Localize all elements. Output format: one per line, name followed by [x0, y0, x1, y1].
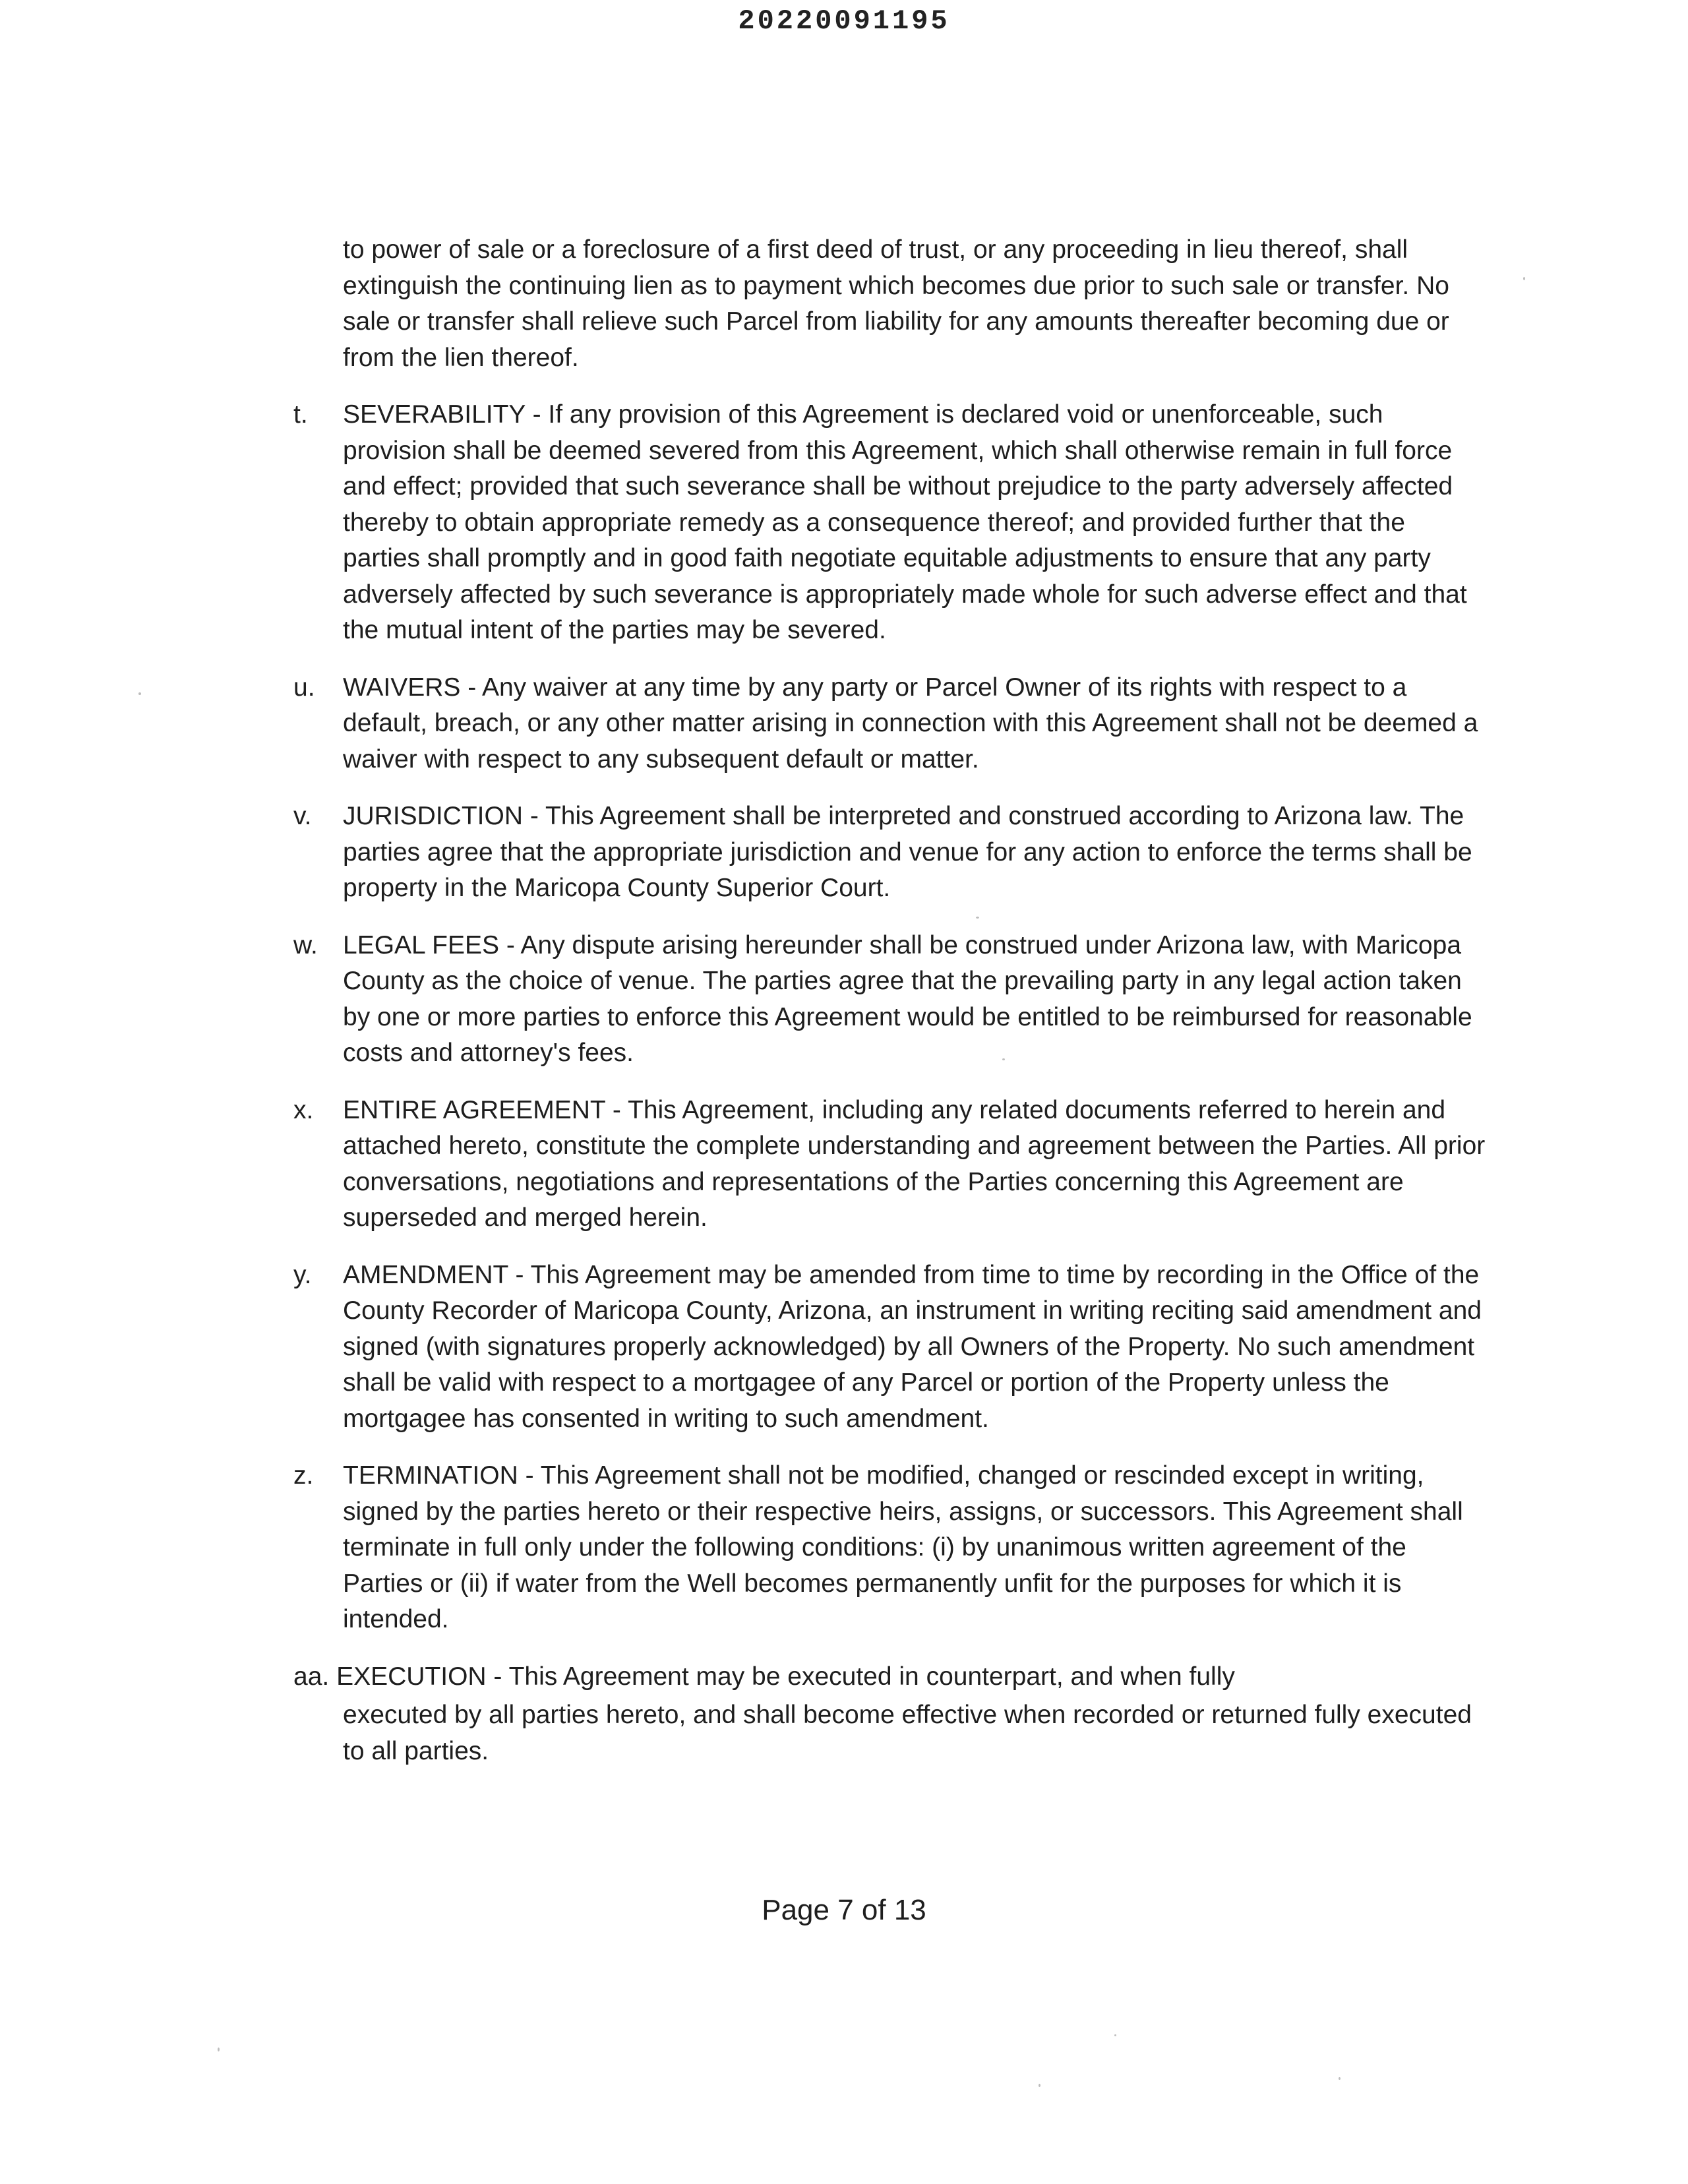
section-body: Any dispute arising hereunder shall be construed under Arizona law, with Maricopa County as the choice of venue. The parties agree that the prevailing party in any legal action taken by one or more parties to enforce this Agreement would be entitled to be reimbursed for reasonable costs and attorney's fees. — [343, 930, 1472, 1067]
section-text-block — [343, 1458, 1487, 1638]
section-heading: SEVERABILITY — [343, 400, 526, 429]
section-separator: - — [499, 930, 521, 959]
section-body: This Agreement may be amended from time to time by recording in the Office of the County Recorder of Maricopa County, Arizona, an instrument in writing reciting said amendment and signed (with signatures properly acknowledged) by all Owners of the Property. No such amendment shall be valid with respect to a mortgagee of any Parcel or portion of the Property unless the mortgagee has consented in writing to such amendment. — [343, 1260, 1482, 1433]
section-separator: - — [460, 673, 482, 702]
section-text-block — [343, 397, 1487, 649]
scan-speck — [138, 692, 141, 695]
section-body: This Agreement shall not be modified, changed or rescinded except in writing, signed by the parties hereto or their respective heirs, assigns, or successors. This Agreement shall terminate in full only under the following conditions: (i) by unanimous written agreement of the Parties or (ii) if water from the Well becomes permanently unfit for the purposes for which it is intended. — [343, 1461, 1463, 1633]
section-body: Any waiver at any time by any party or Parcel Owner of its rights with respect to a default, breach, or any other matter arising in connection with this Agreement shall not be deemed a waiver with respect to any subsequent default or matter. — [343, 673, 1478, 774]
scan-speck — [1523, 277, 1525, 280]
section-severability — [293, 397, 1487, 649]
section-legal-fees — [293, 928, 1487, 1072]
section-label: v. — [293, 802, 312, 830]
section-execution-continuation: executed by all parties hereto, and shall become effective when recorded or returned fully executed to all parties. — [343, 1701, 1472, 1765]
section-body: This Agreement shall be interpreted and construed according to Arizona law. The parties agree that the appropriate jurisdiction and venue for any action to enforce the terms shall be property in the Maricopa County Superior Court. — [343, 802, 1472, 902]
section-heading: LEGAL FEES — [343, 930, 499, 959]
section-separator: - — [523, 802, 545, 830]
section-heading: JURISDICTION — [343, 802, 523, 830]
scan-speck — [1114, 2034, 1116, 2036]
section-label: y. — [293, 1260, 312, 1289]
section-waivers — [293, 670, 1487, 778]
section-text-block — [343, 799, 1487, 907]
section-label: w. — [293, 930, 318, 959]
section-body: This Agreement, including any related documents referred to herein and attached hereto, constitute the complete understanding and agreement between the Parties. All prior conversations, negotiations and representations of the Parties concerning this Agreement are superseded and merged herein. — [343, 1095, 1486, 1232]
section-heading: TERMINATION — [343, 1461, 518, 1490]
section-termination — [293, 1458, 1487, 1638]
document-body — [293, 232, 1487, 1769]
intro-paragraph: to power of sale or a foreclosure of a first deed of trust, or any proceeding in lieu thereof, shall extinguish the continuing lien as to payment which becomes due prior to such sale or transfer. No sale or transfer shall relieve such Parcel from liability for any amounts thereafter becoming due or from the lien thereof. — [343, 235, 1449, 372]
section-label: u. — [293, 673, 315, 702]
scan-speck — [218, 2048, 220, 2051]
section-body: If any provision of this Agreement is declared void or unenforceable, such provision shall be deemed severed from this Agreement, which shall otherwise remain in full force and effect; provided that such severance shall be without prejudice to the party adversely affected thereby to obtain appropriate remedy as a consequence thereof; and provided further that the parties shall promptly and in good faith negotiate equitable adjustments to ensure that any party adversely affected by such severance is appropriately made whole for such adverse effect and that the mutual intent of the parties may be severed. — [343, 400, 1467, 644]
section-text-block — [343, 928, 1487, 1072]
section-text-block — [343, 670, 1487, 778]
recording-number: 20220091195 — [738, 5, 950, 37]
section-amendment — [293, 1258, 1487, 1438]
scan-speck — [1339, 2077, 1341, 2080]
section-label: z. — [293, 1461, 314, 1490]
section-separator: - — [518, 1461, 541, 1490]
section-heading: WAIVERS — [343, 673, 461, 702]
section-heading: EXECUTION — [336, 1662, 487, 1691]
section-label: t. — [293, 400, 308, 429]
scan-speck — [1002, 1058, 1005, 1060]
section-separator: - — [605, 1095, 628, 1124]
section-execution-first-line — [293, 1659, 1487, 1695]
section-text-block — [343, 1258, 1487, 1438]
section-separator: - — [508, 1260, 531, 1289]
section-entire-agreement — [293, 1093, 1487, 1236]
section-label: x. — [293, 1095, 314, 1124]
section-heading: ENTIRE AGREEMENT — [343, 1095, 606, 1124]
section-separator: - — [525, 400, 549, 429]
section-text-block — [343, 1093, 1487, 1236]
section-execution — [293, 1659, 1487, 1770]
scan-speck — [976, 917, 979, 919]
section-jurisdiction — [293, 799, 1487, 907]
section-separator: - — [486, 1662, 509, 1691]
page-number: Page 7 of 13 — [762, 1894, 926, 1926]
section-body: This Agreement may be executed in counterpart, and when fully — [508, 1662, 1235, 1691]
section-heading: AMENDMENT — [343, 1260, 508, 1289]
section-label: aa. — [293, 1662, 330, 1691]
scan-speck — [1039, 2084, 1040, 2087]
